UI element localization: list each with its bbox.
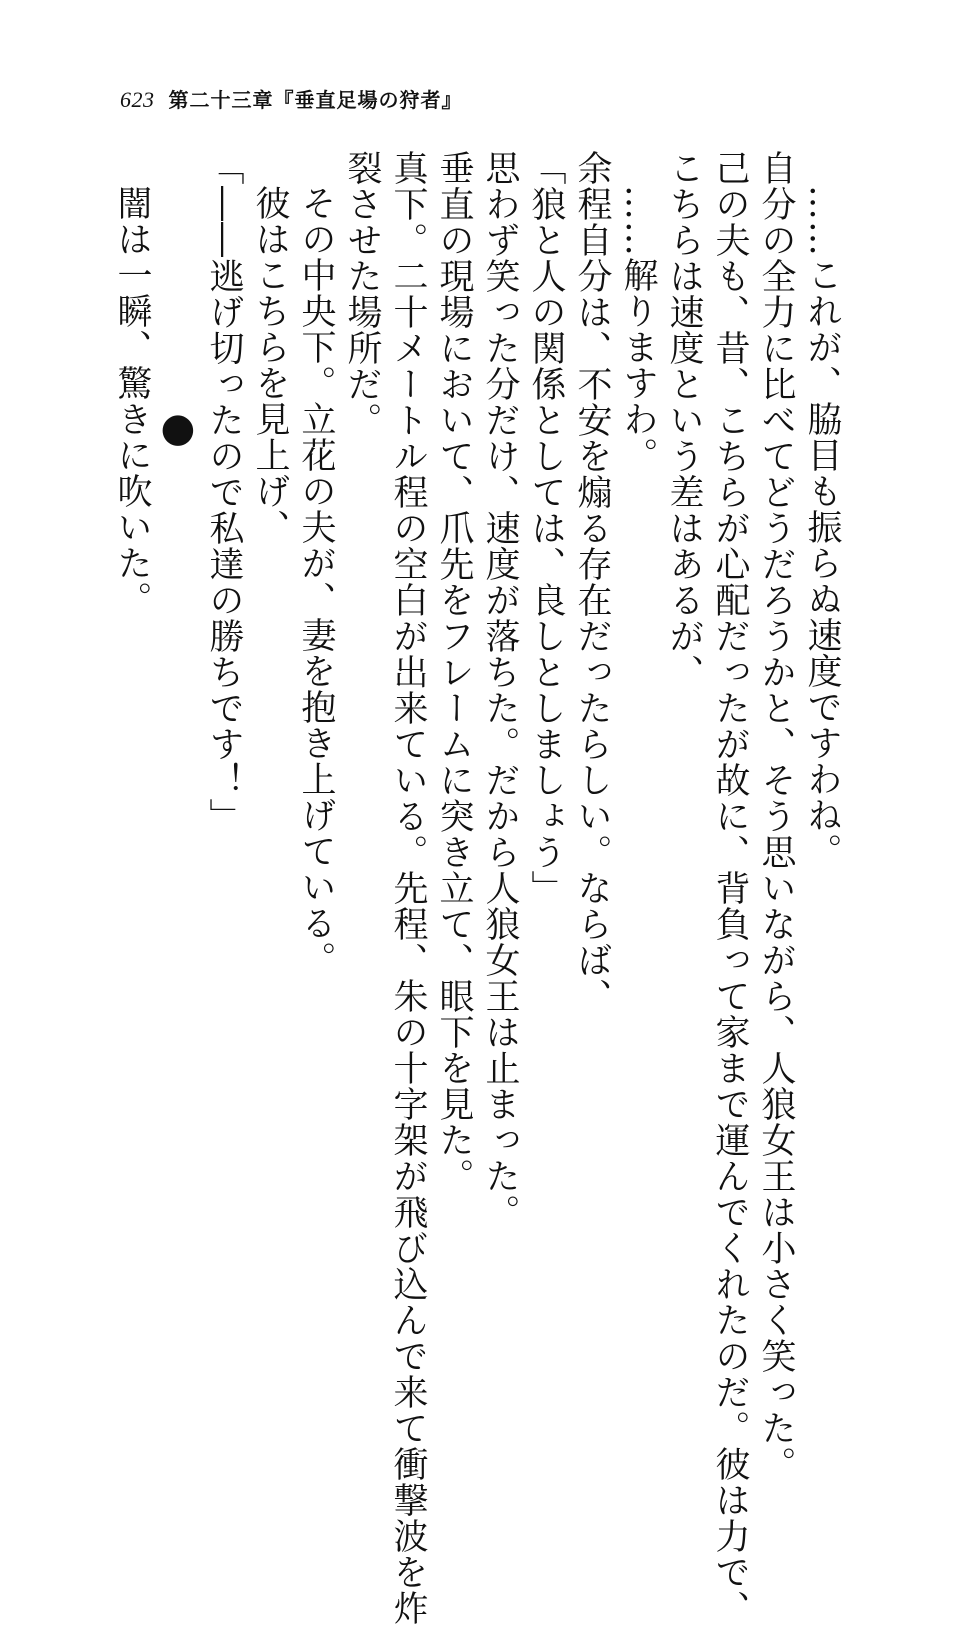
text-line: 余程自分は、不安を煽る存在だったらしい。ならば、 (572, 150, 612, 1014)
text-line: 闇は一瞬、驚きに吹いた。 (112, 185, 152, 617)
text-line: ……これが、脇目も振らぬ速度ですわね。 (802, 185, 842, 869)
text-line: 自分の全力に比べてどうだろうかと、そう思いながら、人狼女王は小さく笑った。 (756, 150, 796, 1482)
text-line: こちらは速度という差はあるが、 (664, 150, 704, 690)
dialogue-line: 「狼と人の関係としては、良しとしましょう」 (526, 150, 566, 906)
text-line: 裂させた場所だ。 (342, 150, 382, 438)
text-line: ……解りますわ。 (618, 185, 658, 473)
text-line: 己の夫も、昔、こちらが心配だったが故に、背負って家まで運んでくれたのだ。彼は力で、 (710, 150, 750, 1626)
text-line: その中央下。立花の夫が、妻を抱き上げている。 (296, 185, 336, 977)
text-line: 思わず笑った分だけ、速度が落ちた。だから人狼女王は止まった。 (480, 150, 520, 1230)
text-line: 垂直の現場において、爪先をフレームに突き立て、眼下を見た。 (434, 150, 474, 1194)
running-header (120, 84, 463, 114)
section-break-bullet: ● (155, 405, 201, 452)
text-line: 真下。二十メートル程の空白が出来ている。先程、朱の十字架が飛び込んで来て衝撃波を炸 (388, 150, 428, 1626)
page-number: 623 (120, 87, 155, 112)
chapter-title: 第二十三章『垂直足場の狩者』 (168, 88, 463, 112)
vertical-body-text (109, 150, 845, 1626)
text-line: 彼はこちらを見上げ、 (250, 185, 290, 545)
dialogue-line: 「――逃げ切ったので私達の勝ちです！」 (204, 150, 244, 834)
